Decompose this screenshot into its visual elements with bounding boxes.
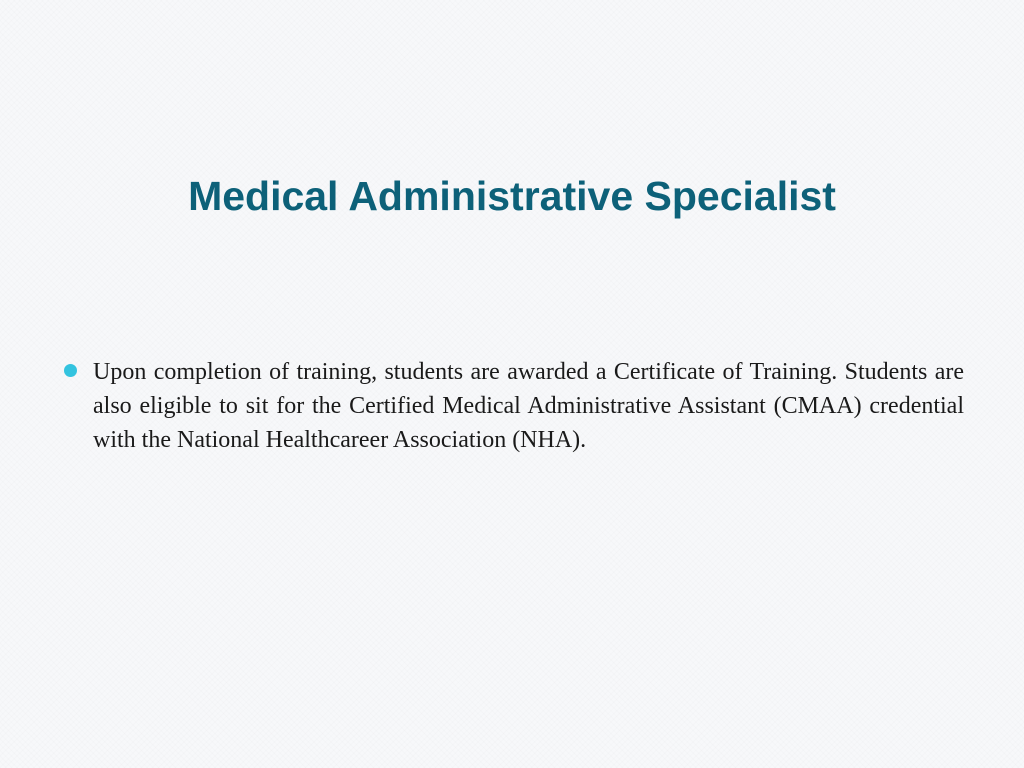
bullet-item (60, 355, 964, 457)
bullet-dot-icon (64, 364, 77, 377)
slide-content (60, 355, 964, 457)
bullet-text: Upon completion of training, students are awarded a Certificate of Training. Students are also eligible to sit for the Certified Medical Administrative Assistant (CMAA) credential with the National Healthcareer Association (NHA). (93, 359, 964, 453)
slide-title: Medical Administrative Specialist (188, 173, 836, 219)
